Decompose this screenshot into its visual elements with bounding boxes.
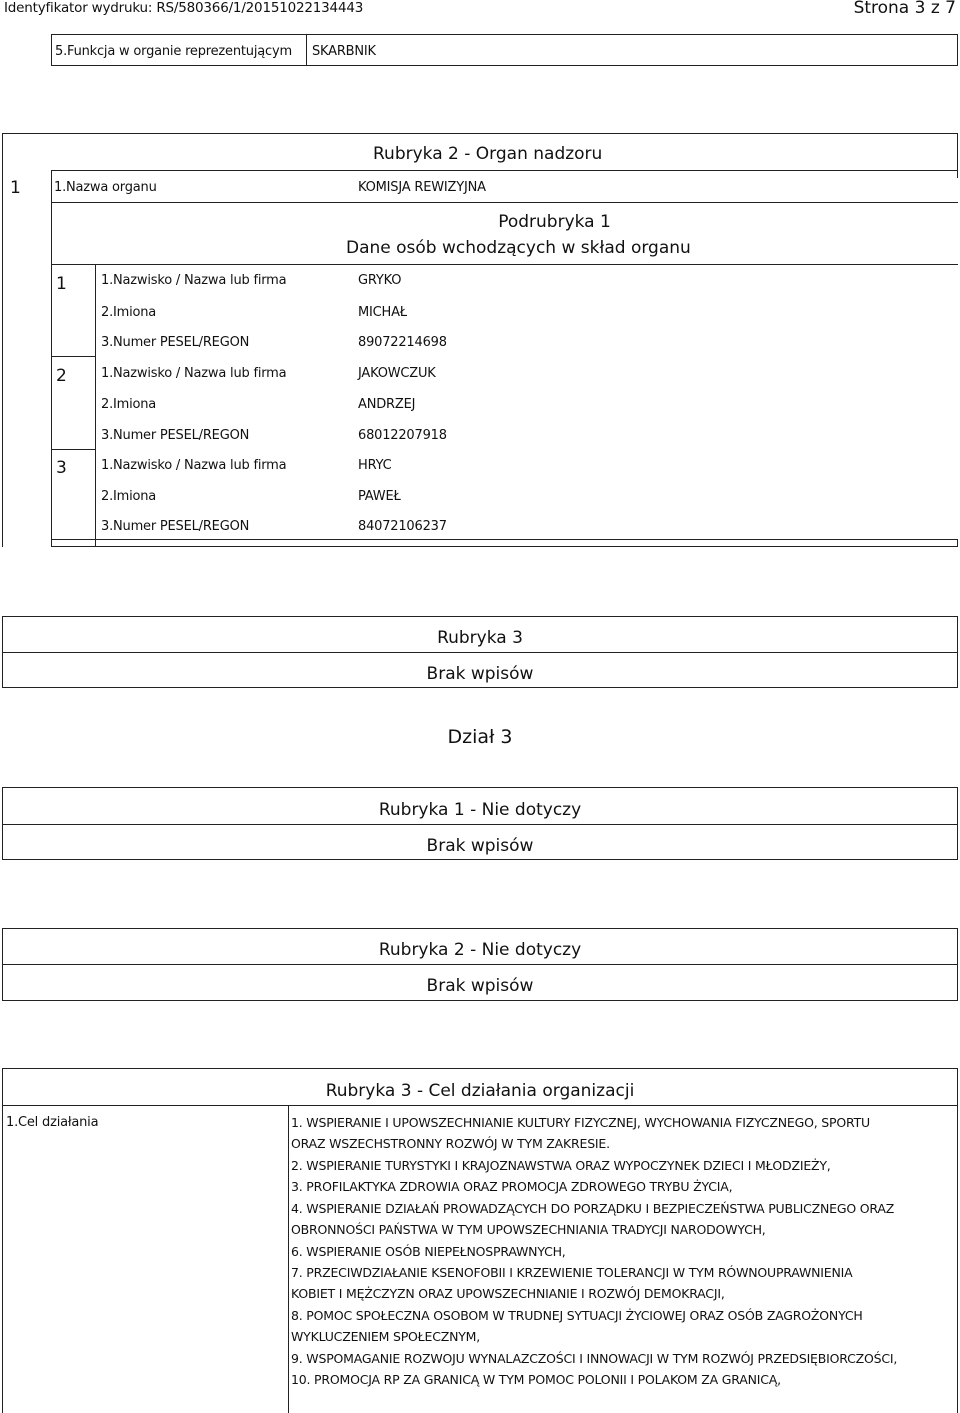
member-surname: HRYC	[358, 458, 392, 473]
member-names: PAWEŁ	[358, 489, 401, 504]
member-pesel: 68012207918	[358, 428, 447, 443]
member-pesel-label: 3.Numer PESEL/REGON	[101, 428, 250, 443]
organ-name-value: KOMISJA REWIZYJNA	[358, 180, 486, 195]
member-pesel: 89072214698	[358, 335, 447, 350]
dzial3-rubryka1-empty: Brak wpisów	[426, 836, 534, 856]
cel-dzialania-line: 10. PROMOCJA RP ZA GRANICĄ W TYM POMOC POLONII I POLAKOM ZA GRANICĄ,	[291, 1372, 781, 1387]
function-label: 5.Funkcja w organie reprezentującym	[55, 44, 292, 59]
member-surname-label: 1.Nazwisko / Nazwa lub firma	[101, 273, 287, 288]
cel-dzialania-label: 1.Cel działania	[6, 1115, 99, 1130]
member-pesel: 84072106237	[358, 519, 447, 534]
member-pesel-label: 3.Numer PESEL/REGON	[101, 519, 250, 534]
rubryka3-empty: Brak wpisów	[426, 664, 534, 684]
member-surname: JAKOWCZUK	[358, 366, 436, 381]
dzial3-rubryka2-title: Rubryka 2 - Nie dotyczy	[378, 940, 582, 960]
cel-dzialania-line: 1. WSPIERANIE I UPOWSZECHNIANIE KULTURY FIZYCZNEJ, WYCHOWANIA FIZYCZNEGO, SPORTU	[291, 1115, 870, 1130]
rubryka3-title: Rubryka 3	[437, 628, 523, 648]
cel-dzialania-line: ORAZ WSZECHSTRONNY ROZWÓJ W TYM ZAKRESIE.	[291, 1136, 610, 1151]
cel-dzialania-line: 4. WSPIERANIE DZIAŁAŃ PROWADZĄCYCH DO PORZĄDKU I BEZPIECZEŃSTWA PUBLICZNEGO ORAZ	[291, 1201, 895, 1216]
member-pesel-label: 3.Numer PESEL/REGON	[101, 335, 250, 350]
organ-name-label: 1.Nazwa organu	[54, 180, 157, 195]
dzial3-title: Dział 3	[447, 726, 513, 748]
member-names-label: 2.Imiona	[101, 489, 157, 504]
cel-dzialania-line: WYKLUCZENIEM SPOŁECZNYM,	[291, 1329, 481, 1344]
member-surname-label: 1.Nazwisko / Nazwa lub firma	[101, 458, 287, 473]
organ-index: 1	[10, 178, 21, 198]
member-number: 2	[56, 366, 67, 386]
cel-dzialania-title: Rubryka 3 - Cel działania organizacji	[325, 1081, 635, 1101]
page-number: Strona 3 z 7	[853, 0, 956, 18]
member-names-label: 2.Imiona	[101, 305, 157, 320]
member-number: 1	[56, 274, 67, 294]
dzial3-rubryka1-title: Rubryka 1 - Nie dotyczy	[378, 800, 582, 820]
member-surname-label: 1.Nazwisko / Nazwa lub firma	[101, 366, 287, 381]
member-names: MICHAŁ	[358, 305, 407, 320]
cel-dzialania-line: 3. PROFILAKTYKA ZDROWIA ORAZ PROMOCJA ZDROWEGO TRYBU ŻYCIA,	[291, 1179, 733, 1194]
member-names: ANDRZEJ	[358, 397, 416, 412]
cel-dzialania-line: OBRONNOŚCI PAŃSTWA W TYM UPOWSZECHNIANIA TRADYCJI NARODOWYCH,	[291, 1222, 766, 1237]
cel-dzialania-line: KOBIET I MĘŻCZYZN ORAZ UPOWSZECHNIANIE I ROZWÓJ DEMOKRACJI,	[291, 1286, 725, 1301]
dzial3-rubryka2-empty: Brak wpisów	[426, 976, 534, 996]
print-identifier: Identyfikator wydruku: RS/580366/1/20151022134443	[4, 0, 364, 16]
organ-nadzoru-title: Rubryka 2 - Organ nadzoru	[373, 144, 603, 164]
cel-dzialania-line: 2. WSPIERANIE TURYSTYKI I KRAJOZNAWSTWA ORAZ WYPOCZYNEK DZIECI I MŁODZIEŻY,	[291, 1158, 831, 1173]
member-number: 3	[56, 458, 67, 478]
podrubryka-subtitle: Dane osób wchodzących w skład organu	[346, 238, 691, 258]
cel-dzialania-line: 7. PRZECIWDZIAŁANIE KSENOFOBII I KRZEWIENIE TOLERANCJI W TYM RÓWNOUPRAWNIENIA	[291, 1265, 853, 1280]
member-surname: GRYKO	[358, 273, 402, 288]
podrubryka-title: Podrubryka 1	[498, 212, 611, 232]
cel-dzialania-line: 9. WSPOMAGANIE ROZWOJU WYNALAZCZOŚCI I INNOWACJI W TYM ROZWÓJ PRZEDSIĘBIORCZOŚCI,	[291, 1351, 898, 1366]
member-names-label: 2.Imiona	[101, 397, 157, 412]
function-value: SKARBNIK	[312, 44, 376, 59]
cel-dzialania-line: 8. POMOC SPOŁECZNA OSOBOM W TRUDNEJ SYTUACJI ŻYCIOWEJ ORAZ OSÓB ZAGROŻONYCH	[291, 1308, 863, 1323]
cel-dzialania-line: 6. WSPIERANIE OSÓB NIEPEŁNOSPRAWNYCH,	[291, 1244, 566, 1259]
